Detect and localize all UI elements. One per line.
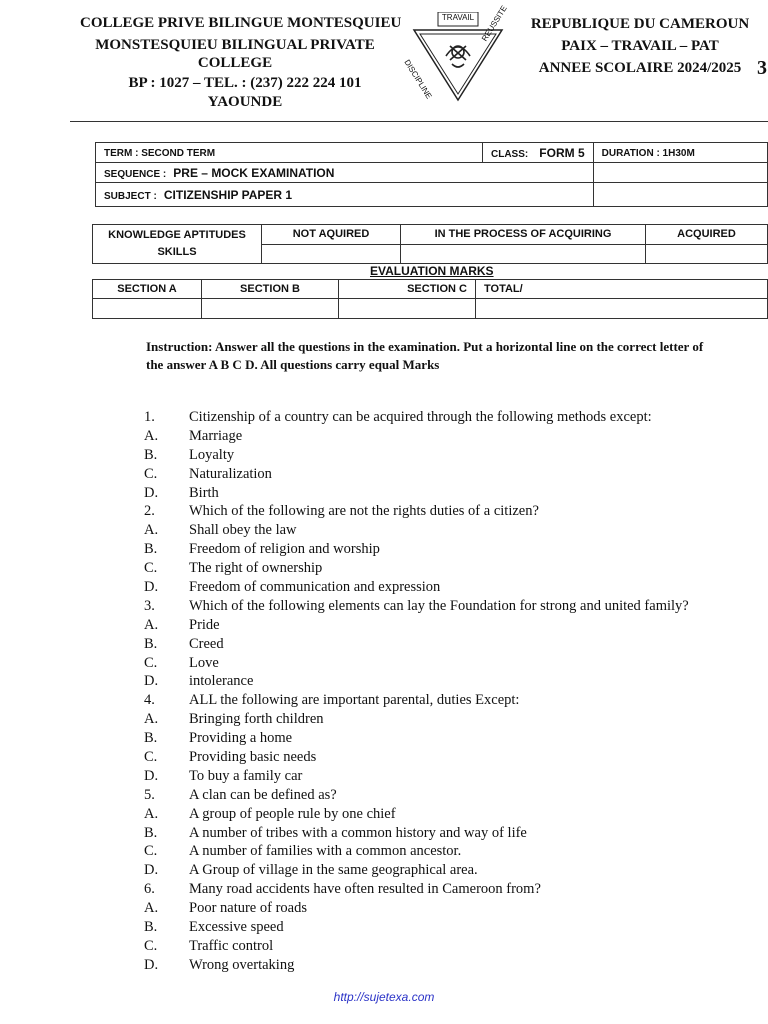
option-letter: D. — [144, 484, 159, 501]
school-contact: BP : 1027 – TEL. : (237) 222 224 101 — [128, 75, 362, 91]
option-text: Naturalization — [189, 465, 272, 482]
option-letter: C. — [144, 465, 158, 482]
option-text: Freedom of communication and expression — [189, 579, 441, 595]
option-letter: B. — [144, 541, 158, 558]
option-text: Bringing forth children — [189, 711, 324, 728]
option-text: The right of ownership — [189, 560, 323, 577]
question-number: 2. — [144, 503, 155, 520]
school-name-en-2: COLLEGE — [197, 55, 273, 71]
option-letter: A. — [144, 616, 159, 633]
question-text: A clan can be defined as? — [189, 786, 337, 803]
question-number: 5. — [144, 786, 155, 803]
option-text: Loyalty — [189, 446, 235, 463]
question-list — [144, 408, 744, 975]
question-row — [144, 597, 744, 616]
question-number: 4. — [144, 692, 155, 709]
not-acquired-header: NOT AQUIRED — [262, 225, 401, 245]
option-letter: C. — [144, 749, 158, 766]
school-logo — [402, 4, 509, 104]
school-name-fr: COLLEGE PRIVE BILINGUE MONTESQUIEU — [80, 15, 402, 31]
question-text: Many road accidents have often resulted in Cameroon from? — [189, 881, 541, 898]
term-text: TERM : SECOND TERM — [104, 147, 216, 159]
question-row — [144, 786, 744, 805]
option-text: A number of families with a common ancestor. — [189, 843, 462, 860]
question-number: 1. — [144, 408, 155, 425]
term-cell — [96, 143, 483, 163]
question-text: Which of the following elements can lay the Foundation for strong and united family? — [189, 597, 689, 614]
section-c-header: SECTION C — [339, 280, 476, 299]
logo-right-text: REUSSITE — [480, 4, 509, 43]
skills-label-line-2: SKILLS — [157, 246, 197, 258]
sequence-value: PRE – MOCK EXAMINATION — [173, 165, 335, 180]
evaluation-table — [92, 279, 768, 319]
sequence-label: SEQUENCE : — [104, 168, 167, 180]
logo-left-text: DISCIPLINE — [402, 58, 434, 101]
option-text: Excessive speed — [189, 919, 284, 936]
national-motto: PAIX – TRAVAIL – PAT — [561, 38, 719, 54]
school-city: YAOUNDE — [207, 94, 283, 110]
option-row — [144, 729, 744, 748]
option-text: Providing a home — [189, 730, 293, 747]
option-row — [144, 710, 744, 729]
option-letter: B. — [144, 635, 158, 652]
option-text: Providing basic needs — [189, 749, 317, 766]
option-row — [144, 842, 744, 861]
instruction-text: Instruction: Answer all the questions in the examination. Put a horizontal line on the correct letter of the answer A B C D. All questions carry equal Marks — [146, 339, 704, 372]
option-row — [144, 748, 744, 767]
option-row — [144, 899, 744, 918]
acquired-cell — [646, 244, 768, 264]
option-text: Poor nature of roads — [189, 900, 307, 917]
question-row — [144, 502, 744, 521]
question-number: 3. — [144, 597, 155, 614]
option-letter: A. — [144, 522, 159, 539]
option-letter: B. — [144, 446, 158, 463]
option-text: Pride — [189, 616, 220, 633]
class-cell — [483, 143, 594, 163]
option-row — [144, 427, 744, 446]
skills-label-cell — [93, 225, 262, 264]
option-letter: B. — [144, 730, 158, 747]
question-row — [144, 880, 744, 899]
not-acquired-cell — [262, 244, 401, 264]
option-text: Freedom of religion and worship — [189, 541, 380, 558]
option-letter: C. — [144, 654, 158, 671]
option-row — [144, 805, 744, 824]
option-text: A group of people rule by one chief — [189, 805, 396, 822]
option-letter: C. — [144, 843, 158, 860]
subject-label: SUBJECT : — [104, 190, 157, 202]
option-text: Marriage — [189, 427, 243, 444]
question-row — [144, 691, 744, 710]
option-letter: B. — [144, 824, 158, 841]
option-letter: B. — [144, 919, 158, 936]
question-text: ALL the following are important parental, duties Except: — [189, 692, 520, 709]
option-text: To buy a family car — [189, 767, 303, 784]
total-cell — [476, 299, 768, 319]
option-text: Shall obey the law — [189, 522, 297, 539]
option-text: Wrong overtaking — [189, 956, 295, 973]
option-row — [144, 616, 744, 635]
section-a-cell — [93, 299, 202, 319]
option-row — [144, 672, 744, 691]
section-a-header: SECTION A — [93, 280, 202, 299]
option-text: intolerance — [189, 673, 254, 690]
exam-info-table — [95, 142, 768, 207]
option-row — [144, 937, 744, 956]
option-row — [144, 767, 744, 786]
page-number: 3 — [757, 57, 767, 79]
section-b-header: SECTION B — [202, 280, 339, 299]
option-letter: D. — [144, 579, 159, 595]
option-letter: D. — [144, 767, 159, 784]
school-name-en: MONSTESQUIEU BILINGUAL PRIVATE — [95, 37, 375, 53]
option-letter: C. — [144, 560, 158, 577]
sequence-cell — [96, 163, 594, 183]
class-label: CLASS: — [491, 148, 529, 160]
option-letter: A. — [144, 805, 159, 822]
school-year: ANNEE SCOLAIRE 2024/2025 — [538, 60, 742, 76]
option-letter: A. — [144, 900, 159, 917]
option-row — [144, 918, 744, 937]
option-row — [144, 956, 744, 975]
evaluation-title: EVALUATION MARKS — [370, 264, 494, 278]
option-row — [144, 654, 744, 673]
option-row — [144, 635, 744, 654]
option-text: A number of tribes with a common history and way of life — [189, 824, 527, 841]
option-letter: A. — [144, 427, 159, 444]
section-c-cell — [339, 299, 476, 319]
skills-label-line-1: KNOWLEDGE APTITUDES — [108, 229, 246, 241]
option-row — [144, 465, 744, 484]
option-letter: C. — [144, 937, 158, 954]
duration-text: DURATION : 1H30M — [601, 147, 695, 159]
option-text: A Group of village in the same geographical area. — [189, 862, 478, 879]
option-letter: D. — [144, 956, 159, 973]
subject-value: CITIZENSHIP PAPER 1 — [163, 187, 293, 202]
option-row — [144, 540, 744, 559]
option-text: Traffic control — [189, 937, 274, 954]
question-number: 6. — [144, 881, 155, 898]
footer-link[interactable]: http://sujetexa.com — [333, 990, 435, 1004]
section-b-cell — [202, 299, 339, 319]
option-row — [144, 578, 744, 597]
option-row — [144, 824, 744, 843]
subject-cell — [96, 183, 594, 207]
question-text: Which of the following are not the rights duties of a citizen? — [189, 503, 539, 520]
option-row — [144, 484, 744, 503]
option-row — [144, 521, 744, 540]
republic-title: REPUBLIQUE DU CAMEROUN — [530, 16, 750, 32]
header-divider — [70, 121, 768, 122]
option-text: Creed — [189, 635, 224, 652]
option-row — [144, 446, 744, 465]
class-value: FORM 5 — [539, 145, 585, 160]
option-text: Love — [189, 654, 219, 671]
option-letter: D. — [144, 862, 159, 879]
sequence-empty-cell — [593, 163, 767, 183]
option-letter: D. — [144, 673, 159, 690]
option-row — [144, 861, 744, 880]
total-header: TOTAL/ — [476, 280, 768, 299]
question-text: Citizenship of a country can be acquired through the following methods except: — [189, 408, 652, 425]
duration-cell — [593, 143, 767, 163]
option-row — [144, 559, 744, 578]
in-process-cell — [401, 244, 646, 264]
logo-top-text: TRAVAIL — [441, 13, 475, 22]
acquired-header: ACQUIRED — [646, 225, 768, 245]
question-row — [144, 408, 744, 427]
option-letter: A. — [144, 711, 159, 728]
subject-empty-cell — [593, 183, 767, 207]
in-process-header: IN THE PROCESS OF ACQUIRING — [401, 225, 646, 245]
option-text: Birth — [189, 484, 219, 501]
skills-table — [92, 224, 768, 264]
